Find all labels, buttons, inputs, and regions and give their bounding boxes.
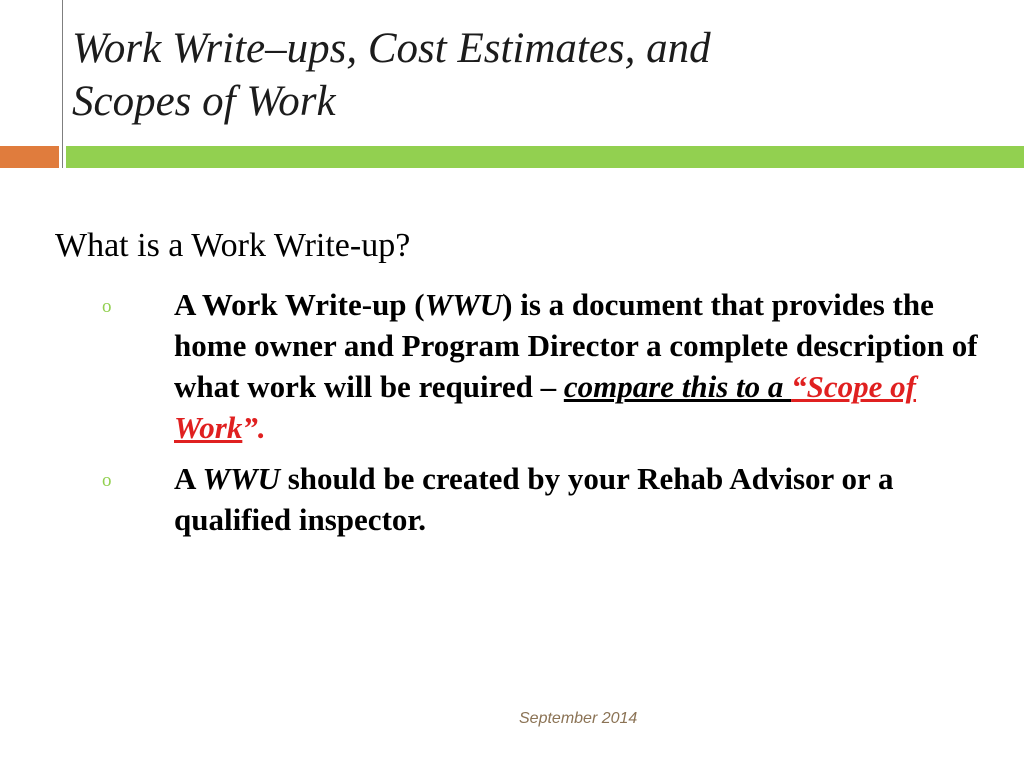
bullet-text: A Work Write-up ( xyxy=(174,287,425,322)
bullet-item-creator xyxy=(102,458,989,540)
bullet-item-definition xyxy=(102,284,989,448)
compare-link-text[interactable]: compare this to a xyxy=(563,369,792,404)
bullet-text: ) is a document that provides the home owner and Program Director a complete description of what work will be required – xyxy=(174,287,978,404)
wwu-abbreviation: WWU xyxy=(202,461,280,496)
bullet-text: should be created by your Rehab Advisor or a qualified inspector. xyxy=(174,461,894,537)
bullet-text: A xyxy=(174,461,203,496)
scope-of-work-link[interactable]: “Scope of Work xyxy=(174,369,917,445)
wwu-abbreviation: WWU xyxy=(424,287,503,322)
bullet-marker: o xyxy=(102,470,112,491)
slide-title xyxy=(72,22,972,128)
bullet-marker: o xyxy=(102,296,112,317)
scope-of-work-end: ”. xyxy=(242,410,266,445)
bullet-list xyxy=(0,284,1024,540)
accent-bar-green xyxy=(66,146,1024,168)
accent-bar-orange xyxy=(0,146,59,168)
footer-date: September 2014 xyxy=(519,710,638,727)
section-heading: What is a Work Write-up? xyxy=(55,227,411,264)
slide-title-line-1: Work Write–ups, Cost Estimates, and xyxy=(72,25,711,72)
title-divider-line xyxy=(62,0,63,168)
slide-title-line-2: Scopes of Work xyxy=(72,78,336,125)
